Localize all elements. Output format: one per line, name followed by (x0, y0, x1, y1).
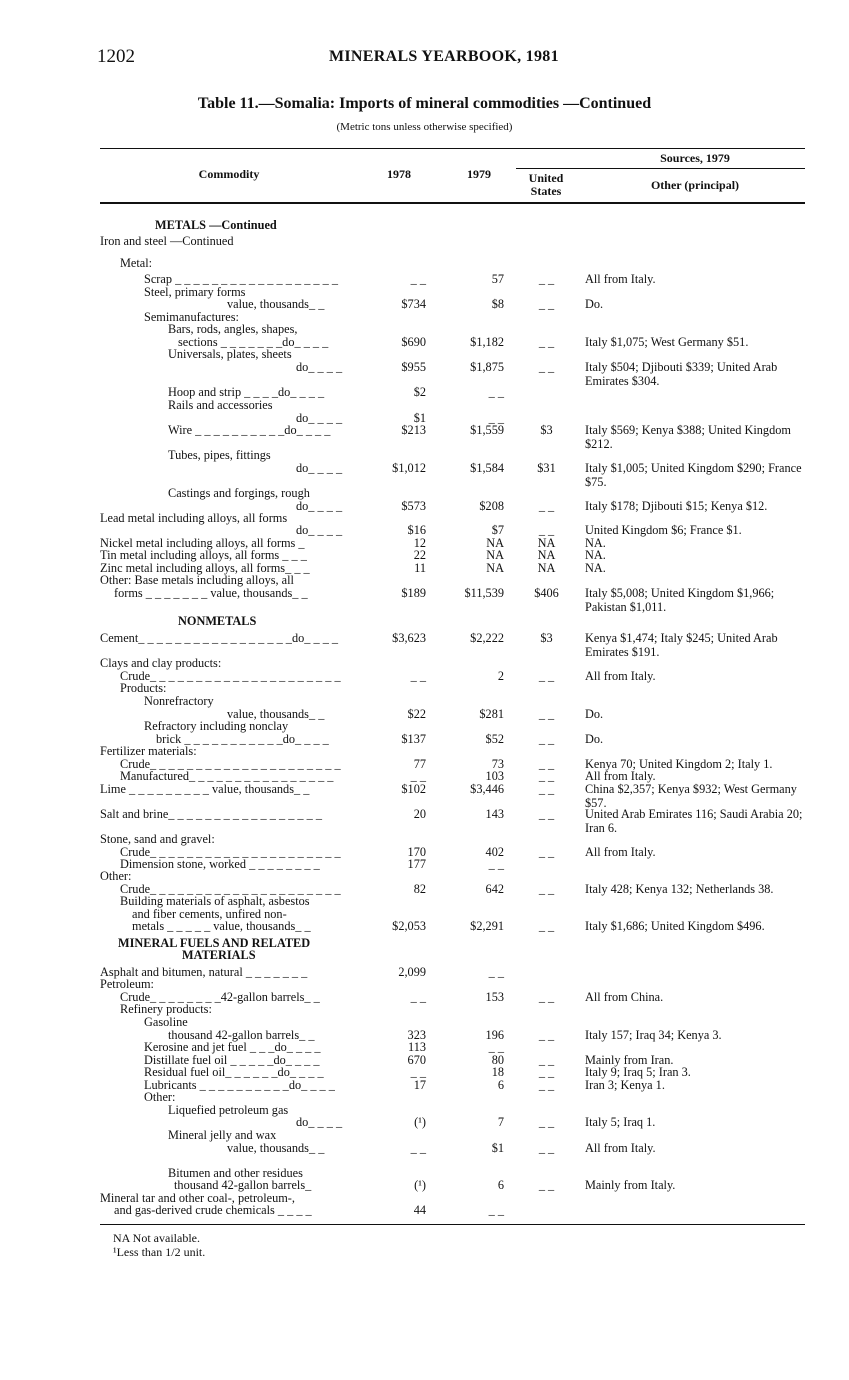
commodity-cell: thousand 42-gallon barrels_ (174, 1178, 312, 1192)
commodity-cell: Tin metal including alloys, all forms _ _ _ (100, 548, 307, 562)
table-row (0, 1040, 849, 1054)
other-sources-cell: United Kingdom $6; France $1. (585, 523, 742, 537)
commodity-cell: Other: (144, 1090, 176, 1104)
united-states-cell: _ _ (538, 845, 555, 859)
commodity-cell: Salt and brine_ _ _ _ _ _ _ _ _ _ _ _ _ _ _ _ _ (100, 807, 323, 821)
value-1979: 7 (497, 1115, 504, 1129)
commodity-cell: Products: (120, 681, 167, 695)
other-sources-cell: All from Italy. (585, 1141, 656, 1155)
united-states-cell: _ _ (538, 919, 555, 933)
table-row (0, 461, 849, 489)
value-1979: 73 (491, 757, 504, 771)
commodity-cell: Lime _ _ _ _ _ _ _ _ _ value, thousands_ _ (100, 782, 310, 796)
other-sources-cell: Kenya $1,474; Italy $245; United Arab Emirates $191. (585, 631, 778, 659)
other-sources-cell: Mainly from Iran. (585, 1053, 674, 1067)
value-1978: 177 (407, 857, 426, 871)
other-sources-cell: All from Italy. (585, 769, 656, 783)
commodity-cell: Cement_ _ _ _ _ _ _ _ _ _ _ _ _ _ _ _ _do_ _ _ _ (100, 631, 339, 645)
value-1978: $2 (413, 385, 426, 399)
footnote-1: ¹Less than 1/2 unit. (113, 1245, 206, 1259)
running-head: MINERALS YEARBOOK, 1981 (329, 48, 559, 65)
value-1979: _ _ (488, 385, 504, 399)
table-row (0, 681, 849, 695)
commodity-cell: Fertilizer materials: (100, 744, 197, 758)
value-1978: 22 (413, 548, 426, 562)
value-1979: $11,539 (464, 586, 504, 600)
table-row (0, 1065, 849, 1079)
value-1979: NA (486, 561, 504, 575)
value-1979: 103 (485, 769, 504, 783)
value-1978: _ _ (410, 669, 426, 683)
value-1978: $2,053 (392, 919, 426, 933)
commodity-cell: NONMETALS (178, 614, 257, 628)
value-1979: $52 (485, 732, 504, 746)
table-row (0, 360, 849, 388)
value-1978: 323 (407, 1028, 426, 1042)
commodity-cell: MINERAL FUELS AND RELATED (118, 936, 311, 950)
other-sources-cell: NA. (585, 536, 606, 550)
header-other-principal: Other (principal) (650, 178, 740, 192)
united-states-cell: _ _ (538, 297, 555, 311)
commodity-cell: forms _ _ _ _ _ _ _ value, thousands_ _ (114, 586, 308, 600)
commodity-cell: Distillate fuel oil _ _ _ _ _do_ _ _ _ (144, 1053, 320, 1067)
value-1979: _ _ (488, 411, 504, 425)
table-row (0, 385, 849, 399)
value-1979: 2 (497, 669, 504, 683)
table-title: Table 11.—Somalia: Imports of mineral commodities —Continued (197, 95, 652, 112)
value-1978: $3,623 (392, 631, 426, 645)
commodity-cell: brick _ _ _ _ _ _ _ _ _ _ _do_ _ _ _ (156, 732, 329, 746)
commodity-cell: Lubricants _ _ _ _ _ _ _ _ _ _do_ _ _ _ (144, 1078, 335, 1092)
other-sources-cell: Italy $1,005; United Kingdom $290; France $75. (585, 461, 802, 489)
table-row (0, 586, 849, 614)
value-1979: $7 (491, 523, 504, 537)
commodity-cell: METALS —Continued (155, 218, 277, 232)
value-1979: 196 (485, 1028, 504, 1042)
value-1978: $189 (401, 586, 426, 600)
united-states-cell: _ _ (538, 807, 555, 821)
value-1978: $573 (401, 499, 426, 513)
commodity-cell: Nonrefractory (144, 694, 214, 708)
other-sources-cell: NA. (585, 561, 606, 575)
commodity-cell: and gas-derived crude chemicals _ _ _ _ (114, 1203, 312, 1217)
united-states-cell: _ _ (538, 1115, 555, 1129)
value-1978: 11 (414, 561, 426, 575)
table-row (0, 782, 849, 810)
table-subtitle: (Metric tons unless otherwise specified) (336, 121, 513, 133)
other-sources-cell: Italy 5; Iraq 1. (585, 1115, 656, 1129)
commodity-cell: metals _ _ _ _ _ value, thousands_ _ (132, 919, 311, 933)
value-1978: $137 (401, 732, 426, 746)
value-1978: 17 (413, 1078, 426, 1092)
value-1978: 2,099 (398, 965, 426, 979)
table-row (0, 1128, 849, 1142)
commodity-cell: Scrap _ _ _ _ _ _ _ _ _ _ _ _ _ _ _ _ _ _ (144, 272, 339, 286)
value-1978: 44 (413, 1203, 426, 1217)
value-1979: $1,875 (470, 360, 504, 374)
commodity-cell: Residual fuel oil_ _ _ _ _ _do_ _ _ _ (144, 1065, 324, 1079)
value-1979: $3,446 (470, 782, 504, 796)
united-states-cell: _ _ (538, 1141, 555, 1155)
commodity-cell: Lead metal including alloys, all forms (100, 511, 288, 525)
value-1978: 670 (407, 1053, 426, 1067)
united-states-cell: _ _ (538, 272, 555, 286)
united-states-cell: _ _ (538, 732, 555, 746)
other-sources-cell: Italy 428; Kenya 132; Netherlands 38. (585, 882, 774, 896)
table-row (0, 256, 849, 270)
commodity-cell: Liquefied petroleum gas (168, 1103, 289, 1117)
commodity-cell: Semimanufactures: (144, 310, 239, 324)
other-sources-cell: Do. (585, 732, 604, 746)
commodity-cell: value, thousands_ _ (227, 297, 325, 311)
value-1978: $22 (407, 707, 426, 721)
table-row (0, 894, 849, 908)
united-states-cell: _ _ (538, 360, 555, 374)
value-1979: 143 (485, 807, 504, 821)
value-1978: $213 (401, 423, 426, 437)
other-sources-cell: Iran 3; Kenya 1. (585, 1078, 665, 1092)
value-1978: 82 (413, 882, 426, 896)
value-1979: _ _ (488, 857, 504, 871)
value-1978: _ _ (410, 272, 426, 286)
commodity-cell: Crude_ _ _ _ _ _ _ _ _ _ _ _ _ _ _ _ _ _ _ _ _ (120, 845, 341, 859)
table-row (0, 218, 849, 232)
table-row (0, 1015, 849, 1029)
commodity-cell: Hoop and strip _ _ _ _do_ _ _ _ (168, 385, 325, 399)
commodity-cell: do_ _ _ _ (296, 360, 343, 374)
other-sources-cell: Italy $178; Djibouti $15; Kenya $12. (585, 499, 768, 513)
table-row (0, 769, 849, 783)
commodity-cell: Mineral tar and other coal-, petroleum-, (100, 1191, 295, 1205)
value-1978: 170 (407, 845, 426, 859)
united-states-cell: _ _ (538, 769, 555, 783)
commodity-cell: Tubes, pipes, fittings (168, 448, 271, 462)
value-1979: _ _ (488, 1203, 504, 1217)
value-1979: $208 (479, 499, 504, 513)
commodity-cell: Metal: (120, 256, 153, 270)
other-sources-cell: NA. (585, 548, 606, 562)
table-row (0, 631, 849, 659)
united-states-cell: _ _ (538, 1028, 555, 1042)
commodity-cell: Crude_ _ _ _ _ _ _ _ _ _ _ _ _ _ _ _ _ _ _ _ _ (120, 882, 341, 896)
other-sources-cell: Italy 9; Iraq 5; Iran 3. (585, 1065, 691, 1079)
commodity-cell: Bitumen and other residues (168, 1166, 303, 1180)
table-row (0, 1002, 849, 1016)
table-row (0, 744, 849, 758)
commodity-cell: thousand 42-gallon barrels_ _ (168, 1028, 315, 1042)
united-states-cell: _ _ (538, 1065, 555, 1079)
united-states-cell: _ _ (538, 1053, 555, 1067)
header-1979: 1979 (467, 167, 491, 181)
table-bottom-rule (100, 1224, 805, 1225)
commodity-cell: Gasoline (144, 1015, 188, 1029)
table-row (0, 448, 849, 462)
table-row (0, 573, 849, 587)
united-states-cell: NA (537, 561, 556, 575)
value-1978: _ _ (410, 769, 426, 783)
commodity-cell: Other: (100, 869, 132, 883)
other-sources-cell: Do. (585, 707, 604, 721)
table-row (0, 1115, 849, 1129)
value-1978: $16 (407, 523, 426, 537)
commodity-cell: Crude_ _ _ _ _ _ _ _ _ _ _ _ _ _ _ _ _ _ _ _ _ (120, 757, 341, 771)
commodity-cell: sections _ _ _ _ _ _ _do_ _ _ _ (178, 335, 329, 349)
header-sources: Sources, 1979 (660, 151, 730, 165)
commodity-cell: Asphalt and bitumen, natural _ _ _ _ _ _ _ (100, 965, 308, 979)
united-states-cell: $406 (534, 586, 559, 600)
united-states-cell: NA (537, 548, 556, 562)
table-row (0, 948, 849, 962)
value-1978: (¹) (414, 1115, 426, 1129)
other-sources-cell: Italy $1,075; West Germany $51. (585, 335, 749, 349)
value-1979: 402 (485, 845, 504, 859)
table-row (0, 694, 849, 708)
value-1979: 80 (491, 1053, 504, 1067)
other-sources-cell: Do. (585, 297, 604, 311)
value-1978: $690 (401, 335, 426, 349)
commodity-cell: MATERIALS (182, 948, 256, 962)
value-1978: $955 (401, 360, 426, 374)
table-row (0, 1178, 849, 1192)
commodity-cell: Other: Base metals including alloys, all (100, 573, 294, 587)
other-sources-cell: All from Italy. (585, 845, 656, 859)
commodity-cell: Dimension stone, worked _ _ _ _ _ _ _ _ (120, 857, 320, 871)
commodity-cell: Bars, rods, angles, shapes, (168, 322, 298, 336)
value-1979: 6 (497, 1078, 504, 1092)
other-sources-cell: All from China. (585, 990, 664, 1004)
commodity-cell: Iron and steel —Continued (100, 234, 234, 248)
value-1979: $2,222 (470, 631, 504, 645)
header-top-rule (100, 148, 805, 149)
commodity-cell: Stone, sand and gravel: (100, 832, 215, 846)
commodity-cell: Petroleum: (100, 977, 154, 991)
value-1979: NA (486, 548, 504, 562)
other-sources-cell: Mainly from Italy. (585, 1178, 676, 1192)
united-states-cell: _ _ (538, 782, 555, 796)
commodity-cell: Crude_ _ _ _ _ _ _ _42-gallon barrels_ _ (120, 990, 320, 1004)
united-states-cell: _ _ (538, 1078, 555, 1092)
table-row (0, 347, 849, 361)
united-states-cell: _ _ (538, 707, 555, 721)
table-row (0, 977, 849, 991)
commodity-cell: Rails and accessories (168, 398, 273, 412)
table-row (0, 1141, 849, 1155)
united-states-cell: $31 (537, 461, 556, 475)
commodity-cell: Mineral jelly and wax (168, 1128, 277, 1142)
table-row (0, 1090, 849, 1104)
value-1978: _ _ (410, 1065, 426, 1079)
table-row (0, 297, 849, 311)
commodity-cell: Crude_ _ _ _ _ _ _ _ _ _ _ _ _ _ _ _ _ _ _ _ _ (120, 669, 341, 683)
united-states-cell: _ _ (538, 757, 555, 771)
sources-rule (516, 168, 805, 169)
commodity-cell: Steel, primary forms (144, 285, 246, 299)
united-states-cell: $3 (540, 423, 553, 437)
table-row (0, 423, 849, 451)
united-states-cell: $3 (540, 631, 553, 645)
commodity-cell: value, thousands_ _ (227, 1141, 325, 1155)
commodity-cell: do_ _ _ _ (296, 461, 343, 475)
value-1979: 642 (485, 882, 504, 896)
header-bottom-rule (100, 202, 805, 204)
other-sources-cell: China $2,357; Kenya $932; West Germany $57. (585, 782, 797, 810)
value-1978: $734 (401, 297, 426, 311)
table-row (0, 523, 849, 537)
table-row (0, 614, 849, 628)
value-1979: $2,291 (470, 919, 504, 933)
page-number: 1202 (97, 46, 135, 67)
commodity-cell: do_ _ _ _ (296, 523, 343, 537)
table-row (0, 1203, 849, 1217)
value-1978: _ _ (410, 990, 426, 1004)
table-row (0, 548, 849, 562)
united-states-cell: _ _ (538, 990, 555, 1004)
commodity-cell: Wire _ _ _ _ _ _ _ _ _ _do_ _ _ _ (168, 423, 331, 437)
value-1979: _ _ (488, 965, 504, 979)
value-1979: $281 (479, 707, 504, 721)
commodity-cell: do_ _ _ _ (296, 499, 343, 513)
commodity-cell: do_ _ _ _ (296, 1115, 343, 1129)
commodity-cell: and fiber cements, unfired non- (132, 907, 287, 921)
other-sources-cell: All from Italy. (585, 272, 656, 286)
value-1979: $1,584 (470, 461, 504, 475)
header-united-states: United States (528, 171, 564, 198)
table-row (0, 719, 849, 733)
commodity-cell: Zinc metal including alloys, all forms_ _ _ (100, 561, 310, 575)
other-sources-cell: Italy $504; Djibouti $339; United Arab Emirates $304. (585, 360, 778, 388)
value-1978: 12 (413, 536, 426, 550)
value-1978: $1 (413, 411, 426, 425)
table-row (0, 919, 849, 933)
other-sources-cell: United Arab Emirates 116; Saudi Arabia 20; Iran 6. (585, 807, 803, 835)
value-1978: 113 (408, 1040, 426, 1054)
commodity-cell: Nickel metal including alloys, all forms _ (100, 536, 305, 550)
commodity-cell: Refinery products: (120, 1002, 212, 1016)
other-sources-cell: Italy $569; Kenya $388; United Kingdom $212. (585, 423, 791, 451)
value-1978: (¹) (414, 1178, 426, 1192)
united-states-cell: _ _ (538, 669, 555, 683)
commodity-cell: Castings and forgings, rough (168, 486, 310, 500)
other-sources-cell: Italy $5,008; United Kingdom $1,966; Pakistan $1,011. (585, 586, 775, 614)
value-1978: 77 (413, 757, 426, 771)
commodity-cell: value, thousands_ _ (227, 707, 325, 721)
table-row (0, 322, 849, 336)
value-1979: $1,182 (470, 335, 504, 349)
united-states-cell: NA (537, 536, 556, 550)
commodity-cell: Manufactured_ _ _ _ _ _ _ _ _ _ _ _ _ _ _ _ (120, 769, 334, 783)
united-states-cell: _ _ (538, 335, 555, 349)
table-row (0, 832, 849, 846)
value-1979: 57 (491, 272, 504, 286)
value-1979: _ _ (488, 1040, 504, 1054)
table-row (0, 272, 849, 286)
header-1978: 1978 (387, 167, 411, 181)
commodity-cell: Clays and clay products: (100, 656, 222, 670)
value-1979: $1 (491, 1141, 504, 1155)
value-1978: $102 (401, 782, 426, 796)
table-row (0, 486, 849, 500)
value-1978: _ _ (410, 1141, 426, 1155)
commodity-cell: Refractory including nonclay (144, 719, 289, 733)
value-1979: $8 (491, 297, 504, 311)
other-sources-cell: Italy 157; Iraq 34; Kenya 3. (585, 1028, 722, 1042)
value-1979: 6 (497, 1178, 504, 1192)
other-sources-cell: Italy $1,686; United Kingdom $496. (585, 919, 765, 933)
table-row (0, 656, 849, 670)
table-row (0, 234, 849, 248)
footnote-na: NA Not available. (113, 1231, 200, 1245)
united-states-cell: _ _ (538, 499, 555, 513)
commodity-cell: do_ _ _ _ (296, 411, 343, 425)
commodity-cell: Kerosine and jet fuel _ _ _do_ _ _ _ (144, 1040, 321, 1054)
united-states-cell: _ _ (538, 523, 555, 537)
value-1979: $1,559 (470, 423, 504, 437)
commodity-cell: Building materials of asphalt, asbestos (120, 894, 310, 908)
table-row (0, 807, 849, 835)
table-row (0, 398, 849, 412)
united-states-cell: _ _ (538, 1178, 555, 1192)
header-commodity: Commodity (198, 167, 260, 181)
other-sources-cell: Kenya 70; United Kingdom 2; Italy 1. (585, 757, 773, 771)
value-1979: NA (486, 536, 504, 550)
value-1979: 18 (491, 1065, 504, 1079)
commodity-cell: Universals, plates, sheets (168, 347, 292, 361)
value-1978: 20 (413, 807, 426, 821)
value-1978: $1,012 (392, 461, 426, 475)
united-states-cell: _ _ (538, 882, 555, 896)
table-row (0, 869, 849, 883)
other-sources-cell: All from Italy. (585, 669, 656, 683)
value-1979: 153 (485, 990, 504, 1004)
